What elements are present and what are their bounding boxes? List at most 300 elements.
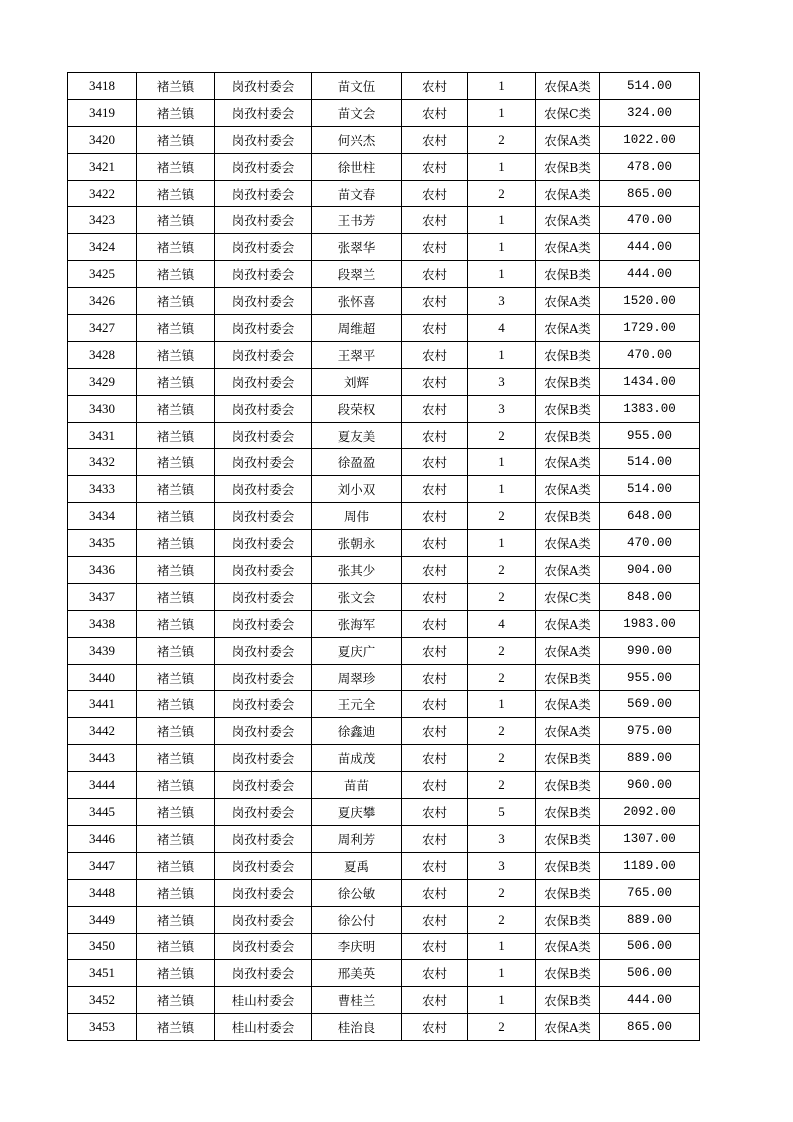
village-committee-cell: 岗孜村委会 (215, 207, 312, 234)
area-type-cell: 农村 (402, 772, 468, 799)
table-row (68, 368, 700, 395)
amount-cell: 1022.00 (600, 126, 700, 153)
area-type-cell: 农村 (402, 503, 468, 530)
village-committee-cell: 岗孜村委会 (215, 261, 312, 288)
household-count-cell: 2 (468, 557, 536, 584)
amount-cell: 990.00 (600, 637, 700, 664)
name-cell: 徐世柱 (312, 153, 402, 180)
row-number-cell: 3424 (68, 234, 137, 261)
town-cell: 褚兰镇 (137, 852, 215, 879)
village-committee-cell: 岗孜村委会 (215, 879, 312, 906)
name-cell: 王元全 (312, 691, 402, 718)
name-cell: 王书芳 (312, 207, 402, 234)
household-count-cell: 3 (468, 852, 536, 879)
village-committee-cell: 岗孜村委会 (215, 557, 312, 584)
town-cell: 褚兰镇 (137, 234, 215, 261)
insurance-category-cell: 农保A类 (536, 126, 600, 153)
household-count-cell: 1 (468, 691, 536, 718)
table-row (68, 583, 700, 610)
amount-cell: 1729.00 (600, 315, 700, 342)
table-row (68, 799, 700, 826)
area-type-cell: 农村 (402, 691, 468, 718)
household-count-cell: 2 (468, 745, 536, 772)
village-committee-cell: 岗孜村委会 (215, 126, 312, 153)
insurance-category-cell: 农保C类 (536, 583, 600, 610)
insurance-category-cell: 农保B类 (536, 799, 600, 826)
insurance-category-cell: 农保B类 (536, 664, 600, 691)
town-cell: 褚兰镇 (137, 933, 215, 960)
village-committee-cell: 岗孜村委会 (215, 960, 312, 987)
area-type-cell: 农村 (402, 476, 468, 503)
row-number-cell: 3451 (68, 960, 137, 987)
area-type-cell: 农村 (402, 664, 468, 691)
household-count-cell: 3 (468, 825, 536, 852)
amount-cell: 2092.00 (600, 799, 700, 826)
town-cell: 褚兰镇 (137, 422, 215, 449)
village-committee-cell: 岗孜村委会 (215, 799, 312, 826)
amount-cell: 955.00 (600, 664, 700, 691)
row-number-cell: 3448 (68, 879, 137, 906)
village-committee-cell: 岗孜村委会 (215, 852, 312, 879)
town-cell: 褚兰镇 (137, 99, 215, 126)
town-cell: 褚兰镇 (137, 126, 215, 153)
row-number-cell: 3427 (68, 315, 137, 342)
name-cell: 徐公敏 (312, 879, 402, 906)
table-row (68, 987, 700, 1014)
name-cell: 刘辉 (312, 368, 402, 395)
insurance-category-cell: 农保B类 (536, 395, 600, 422)
row-number-cell: 3419 (68, 99, 137, 126)
table-row (68, 1014, 700, 1041)
amount-cell: 569.00 (600, 691, 700, 718)
table-row (68, 288, 700, 315)
row-number-cell: 3418 (68, 73, 137, 100)
name-cell: 周利芳 (312, 825, 402, 852)
name-cell: 何兴杰 (312, 126, 402, 153)
name-cell: 苗成茂 (312, 745, 402, 772)
household-count-cell: 3 (468, 368, 536, 395)
town-cell: 褚兰镇 (137, 503, 215, 530)
row-number-cell: 3446 (68, 825, 137, 852)
amount-cell: 765.00 (600, 879, 700, 906)
household-count-cell: 2 (468, 180, 536, 207)
area-type-cell: 农村 (402, 234, 468, 261)
amount-cell: 1434.00 (600, 368, 700, 395)
area-type-cell: 农村 (402, 368, 468, 395)
town-cell: 褚兰镇 (137, 987, 215, 1014)
town-cell: 褚兰镇 (137, 637, 215, 664)
household-count-cell: 2 (468, 1014, 536, 1041)
town-cell: 褚兰镇 (137, 745, 215, 772)
household-count-cell: 2 (468, 772, 536, 799)
amount-cell: 1520.00 (600, 288, 700, 315)
row-number-cell: 3429 (68, 368, 137, 395)
table-row (68, 207, 700, 234)
town-cell: 褚兰镇 (137, 1014, 215, 1041)
area-type-cell: 农村 (402, 933, 468, 960)
amount-cell: 648.00 (600, 503, 700, 530)
table-row (68, 476, 700, 503)
row-number-cell: 3440 (68, 664, 137, 691)
town-cell: 褚兰镇 (137, 315, 215, 342)
insurance-category-cell: 农保B类 (536, 852, 600, 879)
insurance-category-cell: 农保A类 (536, 288, 600, 315)
table-row (68, 906, 700, 933)
village-committee-cell: 岗孜村委会 (215, 153, 312, 180)
insurance-category-cell: 农保A类 (536, 1014, 600, 1041)
household-count-cell: 3 (468, 395, 536, 422)
table-row (68, 745, 700, 772)
town-cell: 褚兰镇 (137, 799, 215, 826)
name-cell: 周翠珍 (312, 664, 402, 691)
amount-cell: 470.00 (600, 341, 700, 368)
row-number-cell: 3443 (68, 745, 137, 772)
amount-cell: 975.00 (600, 718, 700, 745)
town-cell: 褚兰镇 (137, 180, 215, 207)
table-row (68, 852, 700, 879)
town-cell: 褚兰镇 (137, 449, 215, 476)
village-committee-cell: 岗孜村委会 (215, 234, 312, 261)
row-number-cell: 3432 (68, 449, 137, 476)
document-page (67, 72, 700, 1041)
table-row (68, 718, 700, 745)
row-number-cell: 3453 (68, 1014, 137, 1041)
insurance-category-cell: 农保B类 (536, 503, 600, 530)
amount-cell: 865.00 (600, 1014, 700, 1041)
household-count-cell: 2 (468, 879, 536, 906)
area-type-cell: 农村 (402, 341, 468, 368)
table-row (68, 610, 700, 637)
area-type-cell: 农村 (402, 799, 468, 826)
household-count-cell: 1 (468, 987, 536, 1014)
row-number-cell: 3441 (68, 691, 137, 718)
area-type-cell: 农村 (402, 852, 468, 879)
town-cell: 褚兰镇 (137, 906, 215, 933)
village-committee-cell: 岗孜村委会 (215, 745, 312, 772)
row-number-cell: 3430 (68, 395, 137, 422)
name-cell: 刘小双 (312, 476, 402, 503)
row-number-cell: 3426 (68, 288, 137, 315)
insurance-category-cell: 农保B类 (536, 745, 600, 772)
row-number-cell: 3437 (68, 583, 137, 610)
insurance-category-cell: 农保B类 (536, 987, 600, 1014)
name-cell: 夏庆广 (312, 637, 402, 664)
village-committee-cell: 岗孜村委会 (215, 637, 312, 664)
table-row (68, 664, 700, 691)
area-type-cell: 农村 (402, 449, 468, 476)
row-number-cell: 3436 (68, 557, 137, 584)
insurance-category-cell: 农保B类 (536, 825, 600, 852)
household-count-cell: 1 (468, 99, 536, 126)
village-committee-cell: 岗孜村委会 (215, 691, 312, 718)
table-row (68, 933, 700, 960)
row-number-cell: 3449 (68, 906, 137, 933)
table-row (68, 180, 700, 207)
household-count-cell: 1 (468, 476, 536, 503)
area-type-cell: 农村 (402, 987, 468, 1014)
insurance-category-cell: 农保B类 (536, 772, 600, 799)
amount-cell: 1307.00 (600, 825, 700, 852)
table-row (68, 879, 700, 906)
area-type-cell: 农村 (402, 530, 468, 557)
household-count-cell: 2 (468, 583, 536, 610)
name-cell: 苗苗 (312, 772, 402, 799)
area-type-cell: 农村 (402, 395, 468, 422)
village-committee-cell: 岗孜村委会 (215, 825, 312, 852)
data-table (67, 72, 700, 1041)
table-row (68, 395, 700, 422)
household-count-cell: 4 (468, 315, 536, 342)
household-count-cell: 1 (468, 261, 536, 288)
table-row (68, 691, 700, 718)
table-row (68, 153, 700, 180)
table-row (68, 449, 700, 476)
amount-cell: 1383.00 (600, 395, 700, 422)
town-cell: 褚兰镇 (137, 368, 215, 395)
amount-cell: 506.00 (600, 960, 700, 987)
town-cell: 褚兰镇 (137, 691, 215, 718)
area-type-cell: 农村 (402, 583, 468, 610)
row-number-cell: 3452 (68, 987, 137, 1014)
household-count-cell: 1 (468, 153, 536, 180)
town-cell: 褚兰镇 (137, 879, 215, 906)
name-cell: 苗文伍 (312, 73, 402, 100)
name-cell: 张其少 (312, 557, 402, 584)
row-number-cell: 3435 (68, 530, 137, 557)
name-cell: 夏友美 (312, 422, 402, 449)
village-committee-cell: 岗孜村委会 (215, 772, 312, 799)
name-cell: 徐公付 (312, 906, 402, 933)
town-cell: 褚兰镇 (137, 960, 215, 987)
area-type-cell: 农村 (402, 825, 468, 852)
row-number-cell: 3431 (68, 422, 137, 449)
amount-cell: 1189.00 (600, 852, 700, 879)
row-number-cell: 3444 (68, 772, 137, 799)
village-committee-cell: 岗孜村委会 (215, 476, 312, 503)
table-row (68, 261, 700, 288)
village-committee-cell: 岗孜村委会 (215, 288, 312, 315)
village-committee-cell: 岗孜村委会 (215, 180, 312, 207)
row-number-cell: 3445 (68, 799, 137, 826)
village-committee-cell: 岗孜村委会 (215, 718, 312, 745)
table-row (68, 315, 700, 342)
insurance-category-cell: 农保A类 (536, 691, 600, 718)
name-cell: 曹桂兰 (312, 987, 402, 1014)
name-cell: 段荣权 (312, 395, 402, 422)
area-type-cell: 农村 (402, 1014, 468, 1041)
amount-cell: 955.00 (600, 422, 700, 449)
insurance-category-cell: 农保C类 (536, 99, 600, 126)
row-number-cell: 3434 (68, 503, 137, 530)
row-number-cell: 3420 (68, 126, 137, 153)
household-count-cell: 2 (468, 503, 536, 530)
household-count-cell: 1 (468, 234, 536, 261)
area-type-cell: 农村 (402, 637, 468, 664)
household-count-cell: 2 (468, 718, 536, 745)
household-count-cell: 1 (468, 449, 536, 476)
row-number-cell: 3438 (68, 610, 137, 637)
name-cell: 张海军 (312, 610, 402, 637)
amount-cell: 470.00 (600, 207, 700, 234)
insurance-category-cell: 农保A类 (536, 637, 600, 664)
row-number-cell: 3425 (68, 261, 137, 288)
area-type-cell: 农村 (402, 207, 468, 234)
insurance-category-cell: 农保A类 (536, 718, 600, 745)
village-committee-cell: 桂山村委会 (215, 987, 312, 1014)
amount-cell: 324.00 (600, 99, 700, 126)
area-type-cell: 农村 (402, 99, 468, 126)
household-count-cell: 5 (468, 799, 536, 826)
row-number-cell: 3433 (68, 476, 137, 503)
name-cell: 王翠平 (312, 341, 402, 368)
area-type-cell: 农村 (402, 557, 468, 584)
household-count-cell: 2 (468, 637, 536, 664)
amount-cell: 478.00 (600, 153, 700, 180)
insurance-category-cell: 农保B类 (536, 960, 600, 987)
area-type-cell: 农村 (402, 153, 468, 180)
insurance-category-cell: 农保A类 (536, 610, 600, 637)
name-cell: 李庆明 (312, 933, 402, 960)
village-committee-cell: 岗孜村委会 (215, 583, 312, 610)
insurance-category-cell: 农保A类 (536, 315, 600, 342)
town-cell: 褚兰镇 (137, 395, 215, 422)
area-type-cell: 农村 (402, 180, 468, 207)
household-count-cell: 4 (468, 610, 536, 637)
area-type-cell: 农村 (402, 906, 468, 933)
area-type-cell: 农村 (402, 745, 468, 772)
table-row (68, 637, 700, 664)
household-count-cell: 1 (468, 933, 536, 960)
household-count-cell: 2 (468, 906, 536, 933)
area-type-cell: 农村 (402, 879, 468, 906)
amount-cell: 514.00 (600, 449, 700, 476)
insurance-category-cell: 农保B类 (536, 906, 600, 933)
town-cell: 褚兰镇 (137, 557, 215, 584)
insurance-category-cell: 农保B类 (536, 341, 600, 368)
table-row (68, 341, 700, 368)
insurance-category-cell: 农保A类 (536, 476, 600, 503)
table-row (68, 234, 700, 261)
amount-cell: 506.00 (600, 933, 700, 960)
name-cell: 段翠兰 (312, 261, 402, 288)
table-row (68, 772, 700, 799)
insurance-category-cell: 农保B类 (536, 261, 600, 288)
name-cell: 夏庆攀 (312, 799, 402, 826)
insurance-category-cell: 农保B类 (536, 422, 600, 449)
name-cell: 夏禹 (312, 852, 402, 879)
amount-cell: 960.00 (600, 772, 700, 799)
row-number-cell: 3422 (68, 180, 137, 207)
town-cell: 褚兰镇 (137, 583, 215, 610)
amount-cell: 889.00 (600, 906, 700, 933)
household-count-cell: 2 (468, 664, 536, 691)
household-count-cell: 1 (468, 207, 536, 234)
name-cell: 张翠华 (312, 234, 402, 261)
town-cell: 褚兰镇 (137, 73, 215, 100)
village-committee-cell: 岗孜村委会 (215, 933, 312, 960)
name-cell: 张怀喜 (312, 288, 402, 315)
town-cell: 褚兰镇 (137, 825, 215, 852)
table-row (68, 960, 700, 987)
amount-cell: 904.00 (600, 557, 700, 584)
household-count-cell: 1 (468, 341, 536, 368)
town-cell: 褚兰镇 (137, 341, 215, 368)
name-cell: 苗文春 (312, 180, 402, 207)
row-number-cell: 3439 (68, 637, 137, 664)
area-type-cell: 农村 (402, 422, 468, 449)
village-committee-cell: 岗孜村委会 (215, 530, 312, 557)
amount-cell: 848.00 (600, 583, 700, 610)
row-number-cell: 3423 (68, 207, 137, 234)
insurance-category-cell: 农保B类 (536, 153, 600, 180)
row-number-cell: 3442 (68, 718, 137, 745)
household-count-cell: 2 (468, 422, 536, 449)
amount-cell: 1983.00 (600, 610, 700, 637)
village-committee-cell: 岗孜村委会 (215, 503, 312, 530)
town-cell: 褚兰镇 (137, 610, 215, 637)
village-committee-cell: 岗孜村委会 (215, 906, 312, 933)
insurance-category-cell: 农保A类 (536, 207, 600, 234)
household-count-cell: 1 (468, 530, 536, 557)
name-cell: 周维超 (312, 315, 402, 342)
name-cell: 苗文会 (312, 99, 402, 126)
village-committee-cell: 岗孜村委会 (215, 610, 312, 637)
row-number-cell: 3450 (68, 933, 137, 960)
insurance-category-cell: 农保B类 (536, 368, 600, 395)
row-number-cell: 3428 (68, 341, 137, 368)
insurance-category-cell: 农保A类 (536, 180, 600, 207)
village-committee-cell: 岗孜村委会 (215, 73, 312, 100)
household-count-cell: 1 (468, 960, 536, 987)
insurance-category-cell: 农保A类 (536, 449, 600, 476)
town-cell: 褚兰镇 (137, 288, 215, 315)
town-cell: 褚兰镇 (137, 476, 215, 503)
table-body (68, 73, 700, 1041)
town-cell: 褚兰镇 (137, 261, 215, 288)
area-type-cell: 农村 (402, 73, 468, 100)
amount-cell: 444.00 (600, 234, 700, 261)
area-type-cell: 农村 (402, 610, 468, 637)
village-committee-cell: 岗孜村委会 (215, 315, 312, 342)
town-cell: 褚兰镇 (137, 207, 215, 234)
table-row (68, 73, 700, 100)
amount-cell: 444.00 (600, 261, 700, 288)
name-cell: 邢美英 (312, 960, 402, 987)
household-count-cell: 1 (468, 73, 536, 100)
table-row (68, 530, 700, 557)
amount-cell: 470.00 (600, 530, 700, 557)
area-type-cell: 农村 (402, 718, 468, 745)
village-committee-cell: 桂山村委会 (215, 1014, 312, 1041)
town-cell: 褚兰镇 (137, 153, 215, 180)
insurance-category-cell: 农保A类 (536, 933, 600, 960)
village-committee-cell: 岗孜村委会 (215, 422, 312, 449)
area-type-cell: 农村 (402, 126, 468, 153)
amount-cell: 514.00 (600, 73, 700, 100)
household-count-cell: 2 (468, 126, 536, 153)
area-type-cell: 农村 (402, 315, 468, 342)
village-committee-cell: 岗孜村委会 (215, 449, 312, 476)
amount-cell: 444.00 (600, 987, 700, 1014)
table-row (68, 557, 700, 584)
village-committee-cell: 岗孜村委会 (215, 99, 312, 126)
insurance-category-cell: 农保A类 (536, 530, 600, 557)
household-count-cell: 3 (468, 288, 536, 315)
table-row (68, 126, 700, 153)
row-number-cell: 3421 (68, 153, 137, 180)
amount-cell: 514.00 (600, 476, 700, 503)
name-cell: 张文会 (312, 583, 402, 610)
